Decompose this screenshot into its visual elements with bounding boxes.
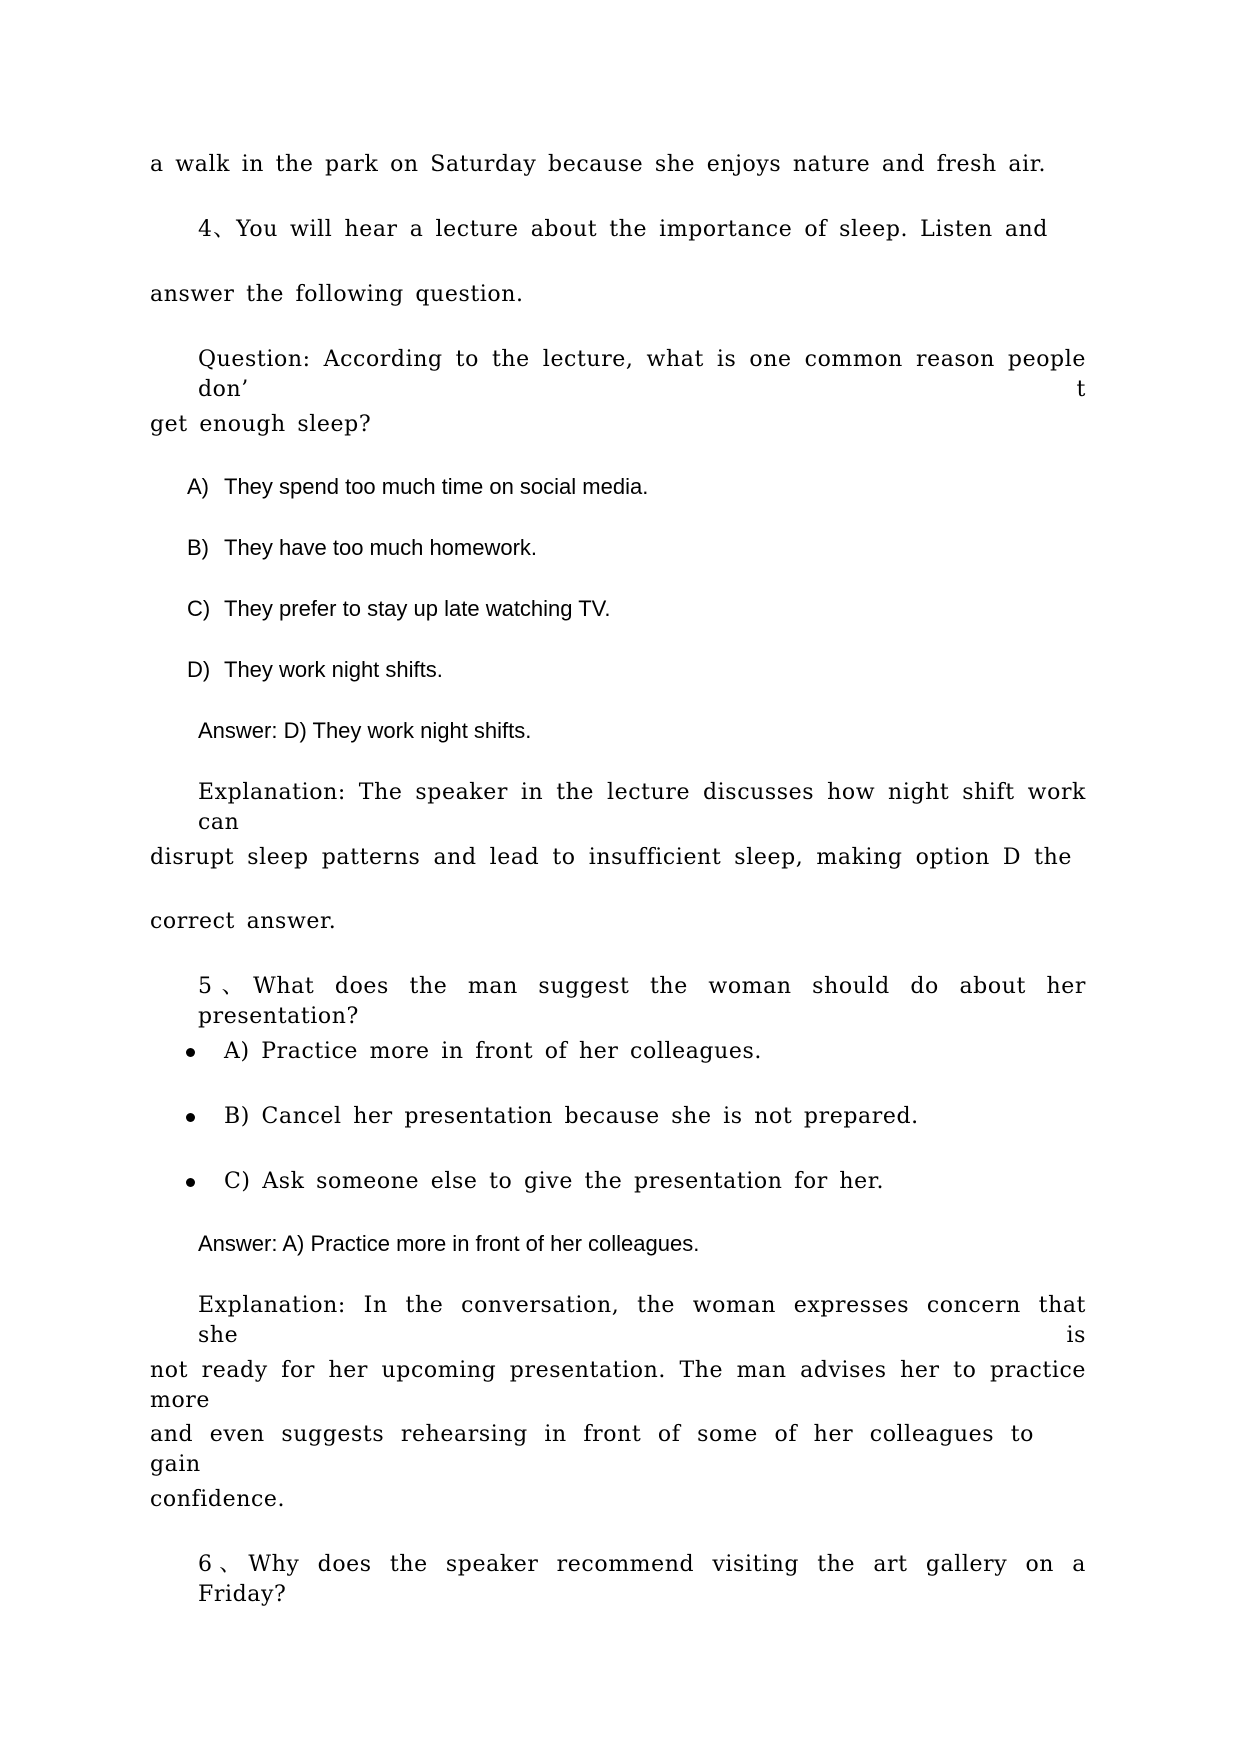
q5-option-text: A) Practice more in front of her colleagues. (224, 1039, 762, 1064)
q4-option-letter: A) (187, 474, 209, 499)
intro-line: a walk in the park on Saturday because she enjoys nature and fresh air. (150, 152, 1047, 177)
bullet-icon (186, 1048, 195, 1057)
q4-option-letter: D) (187, 657, 211, 682)
q4-option-letter: C) (187, 596, 211, 621)
q5-option-text: C) Ask someone else to give the presentation for her. (224, 1169, 885, 1194)
q4-stem-line1: 4、You will hear a lecture about the importance of sleep. Listen and (198, 217, 1048, 242)
q6-stem: 6、Why does the speaker recommend visiting the art gallery on a Friday? (198, 1552, 1086, 1607)
q4-explanation-line1: Explanation: The speaker in the lecture discusses how night shift work can (198, 780, 1086, 835)
q4-answer: Answer: D) They work night shifts. (198, 718, 532, 743)
q4-explanation-line2: disrupt sleep patterns and lead to insufficient sleep, making option D the (150, 845, 1072, 870)
q4-question-line2: get enough sleep? (150, 412, 372, 437)
q4-option-letter: B) (187, 535, 209, 560)
bullet-icon (186, 1178, 195, 1187)
q5-answer: Answer: A) Practice more in front of her colleagues. (198, 1231, 700, 1256)
q5-option-text: B) Cancel her presentation because she is not prepared. (224, 1104, 919, 1129)
q4-question-line1: Question: According to the lecture, what is one common reason people don’ t (198, 347, 1086, 402)
q4-option-text: They have too much homework. (224, 535, 538, 560)
q5-explanation-line1: Explanation: In the conversation, the woman expresses concern that she is (198, 1293, 1086, 1348)
q5-explanation-line2: not ready for her upcoming presentation. The man advises her to practice more (150, 1358, 1086, 1413)
q4-option-text: They work night shifts. (224, 657, 443, 682)
bullet-icon (186, 1113, 195, 1122)
q4-option-text: They spend too much time on social media. (224, 474, 649, 499)
q4-explanation-line3: correct answer. (150, 909, 337, 934)
q5-explanation-line3: and even suggests rehearsing in front of some of her colleagues to gain (150, 1422, 1034, 1477)
q4-option-text: They prefer to stay up late watching TV. (224, 596, 611, 621)
q5-stem: 5、What does the man suggest the woman should do about her presentation? (198, 974, 1086, 1029)
q5-explanation-line4: confidence. (150, 1487, 286, 1512)
q4-stem-line2: answer the following question. (150, 282, 524, 307)
